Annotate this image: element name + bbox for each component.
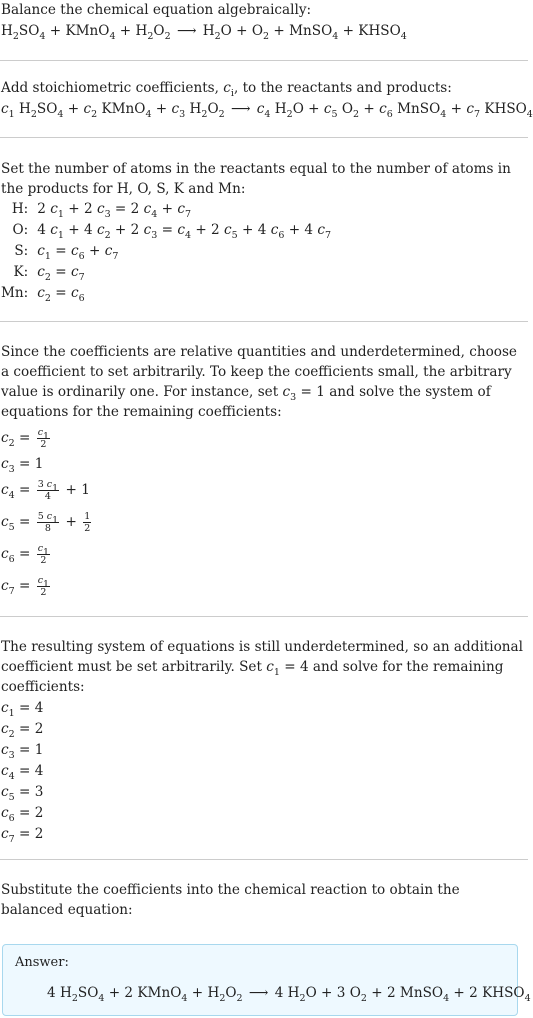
coefficient-variable: c [70,285,79,301]
coefficient-variable: c [1,826,9,842]
equation-text: + H [115,23,148,39]
subscript: 5 [8,792,15,803]
coefficient-variable: c [46,479,53,490]
subscript: 5 [331,109,338,120]
equation-text: = [157,222,178,238]
fraction [37,479,59,502]
coefficient-variable: c [83,101,92,117]
equation-text: + 2 [63,201,97,217]
equation-text: + 2 MnSO [366,985,444,1001]
section-balance-intro [0,0,528,42]
equation-text: 4 [44,491,51,502]
coefficient-variable: c [96,201,105,217]
equation-text: 2 [40,555,47,566]
element-label: H: [11,201,29,217]
atom-equation [37,283,331,304]
section-atom-balance [0,138,528,304]
coefficient-variable: c [317,222,326,238]
unbalanced-equation [1,21,526,42]
arbitrary-four-intro: The resulting system of equations is still underdetermined, so an additional coefficient must be set arbitrarily. Set $c_1 = 4$ and solve for the remaining coefficients: [1,639,523,695]
coefficient-variable: c [37,243,45,259]
equation-text: O + 3 O [305,985,361,1001]
coefficient-variable: c [256,101,265,117]
equation-text: = 1 [14,742,44,758]
subscript: 2 [147,31,154,42]
coefficient-expression [1,474,526,506]
fraction-numerator [37,543,50,558]
equation-text: = [50,285,71,301]
equation-text: H [14,101,31,117]
equation-text: KHSO [480,101,527,117]
subscript: 1 [43,579,50,590]
coefficient-variable: c [1,742,9,758]
subscript: 2 [236,993,243,1004]
subscript: 4 [524,993,531,1004]
coefficient-variable: c [1,784,9,800]
equation-text: + 2 [191,222,225,238]
fraction-numerator [37,427,50,442]
equation-text: + [157,201,178,217]
equation-text: = 2 [14,721,44,737]
coefficient-variable: c [1,101,9,117]
balanced-equation [47,985,531,1004]
equation-text: H [270,101,287,117]
equation-text: = [14,430,35,446]
subscript: 7 [184,209,192,220]
coefficient-variable: c [177,222,185,238]
atom-equation-row [1,199,331,220]
coefficient-variable: c [37,427,44,438]
equation-text: 4 H [47,985,72,1001]
subscript: 5 [8,522,15,533]
subscript: 3 [104,209,111,220]
equation-text: + [359,101,380,117]
subscript: 2 [219,993,226,1004]
coefficient-variable: c [143,222,152,238]
subscript: 4 [264,109,271,120]
element-label: O: [12,222,29,238]
subscript: 2 [286,109,293,120]
equation-text: O [153,23,165,39]
coefficient-variable: c [50,222,58,238]
equation-text: = 3 [14,784,44,800]
equation-text: = [50,243,71,259]
equation-text: + 2 KHSO [449,985,525,1001]
subscript: 4 [443,993,450,1004]
coefficient-value [1,719,526,740]
fraction-numerator [37,575,50,590]
equation-text: + [61,514,82,530]
atom-equation [37,241,331,262]
subscript: 2 [353,109,360,120]
subscript: 2 [44,293,51,304]
coefficient-variable: c [1,805,9,821]
subscript: 1 [8,109,15,120]
subscript: 2 [71,993,78,1004]
coefficient-value [1,761,526,782]
coefficient-variable: c [177,201,185,217]
arbitrary-one-intro: Since the coefficients are relative quantities and underdetermined, choose a coefficient to set arbitrarily. To keep the coefficients small, the arbitrary value is ordinarily one. For instance, set $c_3 = 1$ and solve the system of equations for the remaining coefficients: [1,344,517,420]
subscript: 4 [109,31,116,42]
subscript: 1 [52,515,59,526]
substitute-intro: Substitute the coefficients into the chemical reaction to obtain the balanced equation: [1,882,460,918]
subscript: 1 [43,547,50,558]
coefficient-value [1,803,526,824]
subscript: 2 [8,729,15,740]
coefficient-variable: c [70,264,79,280]
coefficient-variable: c [323,101,332,117]
coefficient-variable: c [171,101,180,117]
subscript: 2 [214,31,221,42]
subscript: 7 [325,230,332,241]
equation-text: O + [292,101,324,117]
subscript: 6 [78,251,85,262]
equation-text: SO [36,101,58,117]
fraction [37,575,50,598]
subscript: 4 [39,31,46,42]
equation-text: + 4 [237,222,271,238]
equation-text: + 1 [61,482,90,498]
subscript: 4 [8,490,15,501]
subscript: 2 [299,993,306,1004]
coefficient-variable: c [46,511,53,522]
equation-text: 3 [37,479,47,490]
subscript: 2 [104,230,111,241]
subscript: 7 [112,251,119,262]
coefficient-variable: c [37,264,45,280]
coefficient-variable: c [1,721,9,737]
subscript: 6 [386,109,393,120]
answer-label: Answer: [15,955,69,970]
equation-text: + KHSO [338,23,401,39]
subscript: 3 [151,230,158,241]
numeric-solution-list [1,698,526,845]
equation-text: = 4 [14,700,44,716]
fraction-numerator [37,479,59,494]
fraction [83,511,91,534]
atom-equations-table [1,199,331,304]
equation-text: 2 [84,523,91,534]
coefficient-variable: c [37,285,45,301]
equation-text: = 2 [110,201,144,217]
equation-text: SO [77,985,99,1001]
coefficient-variable: c [466,101,474,117]
subscript: 2 [218,109,225,120]
atom-equation-row [1,220,331,241]
equation-text: 4 [37,222,51,238]
fraction-denominator [83,523,91,534]
coefficient-equation [1,99,533,120]
equation-text: SO [18,23,40,39]
equation-text: + 2 KMnO [104,985,182,1001]
equation-text: + H [187,985,220,1001]
subscript: 2 [91,109,98,120]
coefficient-variable: c [70,243,79,259]
equation-text: O [207,101,219,117]
equation-text: = [14,546,35,562]
coefficient-variable: c [37,575,44,586]
equation-text: + 4 [284,222,318,238]
subscript: 2 [201,109,208,120]
subscript: 6 [78,293,85,304]
equation-text: + KMnO [45,23,110,39]
reaction-arrow-icon: ⟶ [244,985,273,1001]
fraction [37,543,50,566]
answer-box [2,944,531,1016]
equation-text: + [151,101,172,117]
subscript: 7 [473,109,480,120]
equation-text: 4 H [274,985,300,1001]
subscript: 4 [181,993,188,1004]
coefficient-expression [1,570,526,602]
subscript: 2 [360,993,367,1004]
fraction-numerator [83,511,91,523]
equation-text: = 1 [14,456,44,472]
equation-text: 8 [44,523,51,534]
equation-text: 5 [37,511,47,522]
subscript: 1 [52,483,59,494]
coefficient-value [1,824,526,845]
subscript: 4 [98,993,105,1004]
subscript: 7 [78,272,85,283]
coefficient-variable: c [96,222,105,238]
equation-text: = [14,578,35,594]
subscript: 4 [400,31,407,42]
atom-equation-row [1,241,331,262]
subscript: 7 [8,586,15,597]
fraction-numerator [37,511,59,526]
subscript: 1 [44,251,51,262]
coefficient-variable: c [50,201,58,217]
equation-text: + [446,101,467,117]
equation-text: MnSO [392,101,441,117]
equation-text: = 2 [14,826,44,842]
subscript: 4 [332,31,339,42]
subscript: 2 [30,109,37,120]
equation-text: + [84,243,105,259]
coefficient-variable: c [379,101,387,117]
section-arbitrary-one [0,322,528,602]
equation-text: + MnSO [269,23,333,39]
element-label: K: [13,264,29,280]
subscript: 3 [8,464,15,475]
coefficient-expression [1,422,526,454]
subscript: 4 [8,771,15,782]
section-arbitrary-four [0,617,528,845]
atom-equation [37,262,331,283]
equation-text: = 2 [14,805,44,821]
subscript: 2 [263,31,270,42]
coefficient-value [1,698,526,719]
subscript: 4 [440,109,447,120]
subscript: 4 [151,209,158,220]
equation-text: 2 [40,587,47,598]
equation-text: + 4 [63,222,97,238]
coefficient-variable: c [1,430,9,446]
intro-text: Balance the chemical equation algebraically: [1,2,312,18]
subscript: 4 [145,109,152,120]
equation-text: H [202,23,215,39]
coefficient-variable: c [37,543,44,554]
coefficient-expression [1,538,526,570]
equation-text: H [185,101,202,117]
subscript: 4 [57,109,64,120]
subscript: 6 [8,813,15,824]
coefficient-variable: c [1,546,9,562]
fraction [37,511,59,534]
symbolic-solution-list [1,422,526,602]
equation-text: O [225,985,237,1001]
subscript: 7 [8,834,15,845]
subscript: 6 [278,230,285,241]
atom-balance-intro: Set the number of atoms in the reactants equal to the number of atoms in the products for H, O, S, K and Mn: [1,161,511,197]
equation-text: H [1,23,13,39]
coefficient-variable: c [224,222,232,238]
reaction-arrow-icon: ⟶ [172,23,201,39]
coefficient-variable: c [1,578,9,594]
coefficients-intro: Add stoichiometric coefficients, $c_i$, to the reactants and products: [1,80,452,99]
equation-text: KMnO [97,101,146,117]
coefficient-variable: c [1,514,9,530]
coefficient-variable: c [270,222,279,238]
atom-equation [37,220,331,241]
atom-equation-row [1,262,331,283]
coefficient-variable: c [1,700,9,716]
coefficient-variable: c [104,243,113,259]
subscript: 3 [8,750,15,761]
atom-equation-row [1,283,331,304]
coefficient-variable: c [143,201,152,217]
subscript: 4 [184,230,192,241]
subscript: 6 [8,554,15,565]
subscript: 2 [12,31,19,42]
equation-text: + 2 [110,222,144,238]
reaction-arrow-icon: ⟶ [226,101,255,117]
subscript: 2 [164,31,171,42]
subscript: 1 [57,230,64,241]
section-substitute [0,860,528,920]
subscript: 1 [8,708,15,719]
equation-text: O + O [220,23,263,39]
section-coefficients [0,61,533,120]
coefficient-expression [1,506,526,538]
coefficient-variable: c [1,456,9,472]
coefficient-variable: c [1,763,9,779]
coefficient-expression [1,454,526,474]
coefficient-value [1,782,526,803]
element-label: S: [14,243,29,259]
fraction [37,427,50,450]
equation-text: 2 [37,201,51,217]
subscript: 2 [44,272,51,283]
equation-text: 1 [84,511,91,522]
subscript: 2 [8,438,15,449]
subscript: 4 [526,109,533,120]
coefficient-variable: c [1,482,9,498]
equation-text: 2 [40,439,47,450]
subscript: 5 [231,230,238,241]
equation-text: + [63,101,84,117]
equation-text: = 4 [14,763,44,779]
atom-equation [37,199,331,220]
element-label: Mn: [1,285,29,301]
subscript: 1 [57,209,64,220]
equation-text: = [14,514,35,530]
equation-text: = [14,482,35,498]
equation-text: O [337,101,354,117]
subscript: 3 [179,109,186,120]
coefficient-value [1,740,526,761]
equation-text: = [50,264,71,280]
subscript: 1 [43,431,50,442]
